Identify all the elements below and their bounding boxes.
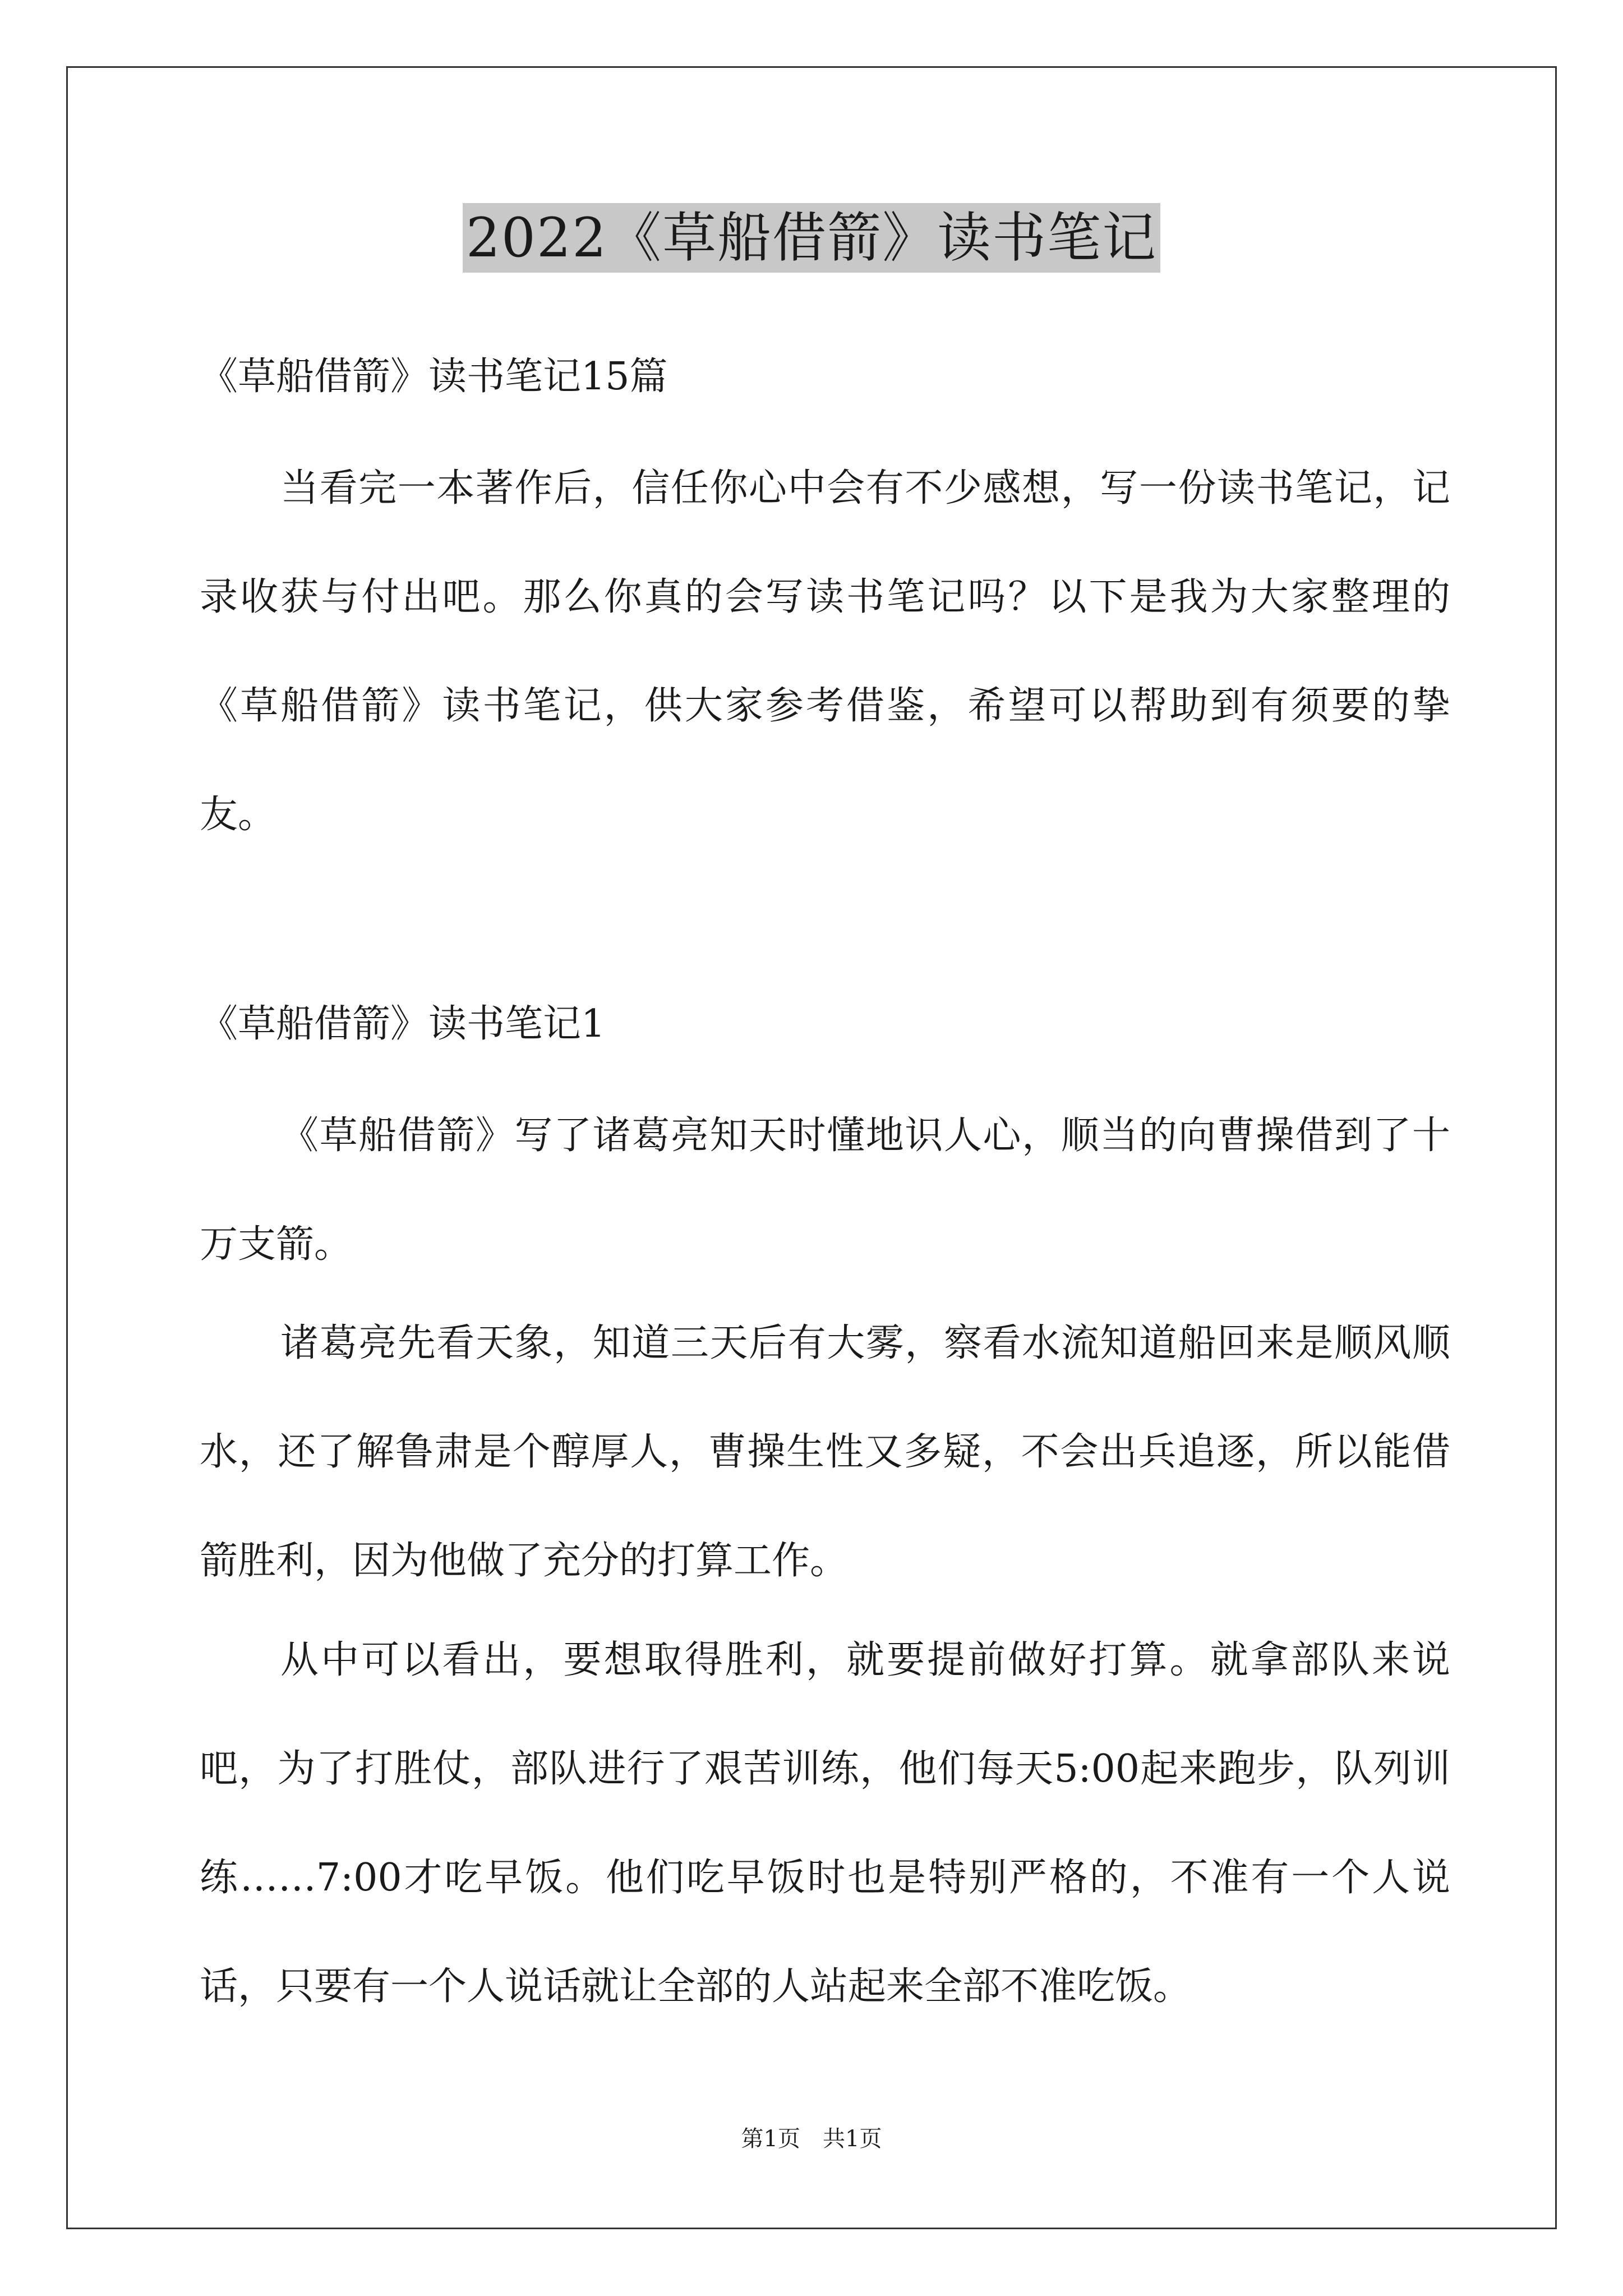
- intro-paragraph: 当看完一本著作后，信任你心中会有不少感想，写一份读书笔记，记录收获与付出吧。那么你真的会写读书笔记吗？以下是我为大家整理的《草船借箭》读书笔记，供大家参考借鉴，希望可以帮助到有须要的挚友。: [200, 466, 1450, 837]
- body-paragraph-2: 诸葛亮先看天象，知道三天后有大雾，察看水流知道船回来是顺风顺水，还了解鲁肃是个醇厚人，曹操生性又多疑，不会出兵追逐，所以能借箭胜利，因为他做了充分的打算工作。: [200, 1321, 1450, 1583]
- body-paragraph-3: 从中可以看出，要想取得胜利，就要提前做好打算。就拿部队来说吧，为了打胜仗，部队进行了艰苦训练，他们每天5:00起来跑步，队列训练……7:00才吃早饭。他们吃早饭时也是特别严格的，不准有一个人说话，只要有一个人说话就让全部的人站起来全部不准吃饭。: [200, 1638, 1450, 2009]
- section-heading: 《草船借箭》读书笔记1: [200, 1002, 606, 1046]
- page-footer: 第1页 共1页: [741, 2126, 882, 2152]
- title-container: [0, 203, 1623, 273]
- body-paragraph-1: 《草船借箭》写了诸葛亮知天时懂地识人心，顺当的向曹操借到了十万支箭。: [200, 1114, 1450, 1267]
- document-subtitle: 《草船借箭》读书笔记15篇: [200, 355, 668, 399]
- document-title: 2022《草船借箭》读书笔记: [463, 203, 1160, 273]
